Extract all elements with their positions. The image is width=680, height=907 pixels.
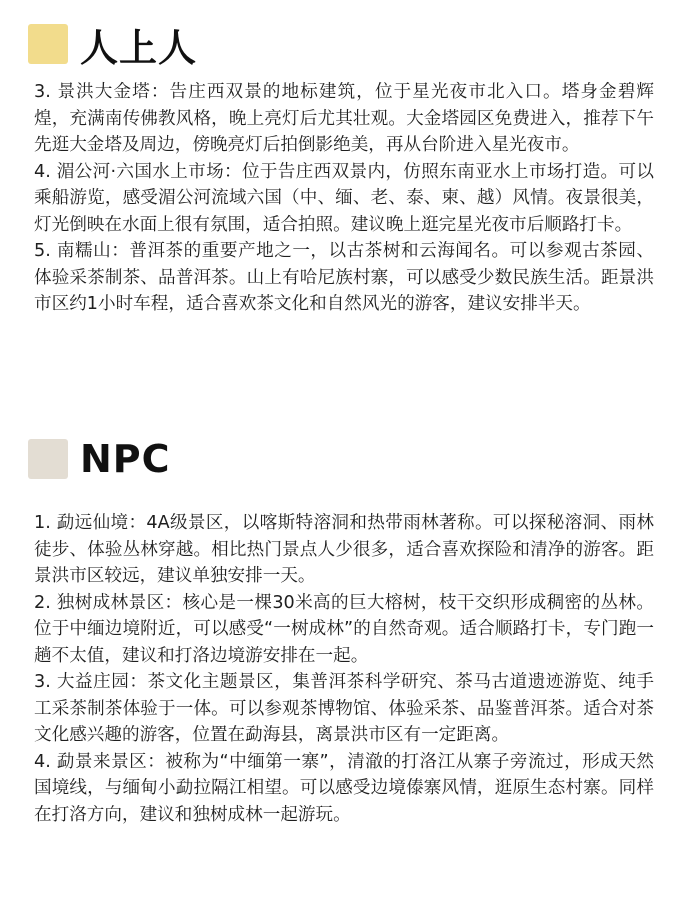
color-swatch-icon: [28, 24, 68, 64]
list-item: 4. 勐景来景区：被称为“中缅第一寨”，清澈的打洛江从寨子旁流过，形成天然国境线，与缅甸小勐拉隔江相望。可以感受边境傣寨风情，逛原生态村寨。同样在打洛方向，建议和独树成林一起游玩。: [34, 751, 654, 825]
npc-list: [34, 510, 654, 828]
section-npc: [0, 435, 680, 483]
section-title: 人上人: [80, 25, 198, 70]
section-heading: [28, 435, 680, 483]
list-item: 2. 独树成林景区：核心是一棵30米高的巨大榕树，枝干交织形成稠密的丛林。位于中缅边境附近，可以感受“一树成林”的自然奇观。适合顺路打卡，专门跑一趟不太值，建议和打洛边境游安排在一起。: [34, 592, 654, 666]
section-heading: [28, 20, 680, 68]
list-item: 4. 湄公河·六国水上市场：位于告庄西双景内，仿照东南亚水上市场打造。可以乘船游览，感受湄公河流域六国（中、缅、老、泰、柬、越）风情。夜景很美，灯光倒映在水面上很有氛围，适合拍照。建议晚上逛完星光夜市后顺路打卡。: [34, 161, 654, 235]
list-item: 3. 景洪大金塔：告庄西双景的地标建筑，位于星光夜市北入口。塔身金碧辉煌，充满南传佛教风格，晚上亮灯后尤其壮观。大金塔园区免费进入，推荐下午先逛大金塔及周边，傍晚亮灯后拍倒影绝美，再从台阶进入星光夜市。: [34, 82, 654, 155]
list-item: 5. 南糯山：普洱茶的重要产地之一，以古茶树和云海闻名。可以参观古茶园、体验采茶制茶、品普洱茶。山上有哈尼族村寨，可以感受少数民族生活。距景洪市区约1小时车程，适合喜欢茶文化和自然风光的游客，建议安排半天。: [34, 241, 654, 314]
list-item: 3. 大益庄园：茶文化主题景区，集普洱茶科学研究、茶马古道遗迹游览、纯手工采茶制茶体验于一体。可以参观茶博物馆、体验采茶、品鉴普洱茶。适合对茶文化感兴趣的游客，位置在勐海县，离景洪市区有一定距离。: [34, 672, 654, 745]
list-item: 1. 勐远仙境：4A级景区，以喀斯特溶洞和热带雨林著称。可以探秘溶洞、雨林徒步、体验丛林穿越。相比热门景点人少很多，适合喜欢探险和清净的游客。距景洪市区较远，建议单独安排一天。: [34, 513, 654, 586]
color-swatch-icon: [28, 439, 68, 479]
section-top-tier: [0, 20, 680, 68]
top-tier-list: [34, 79, 654, 318]
section-title: NPC: [80, 437, 171, 481]
